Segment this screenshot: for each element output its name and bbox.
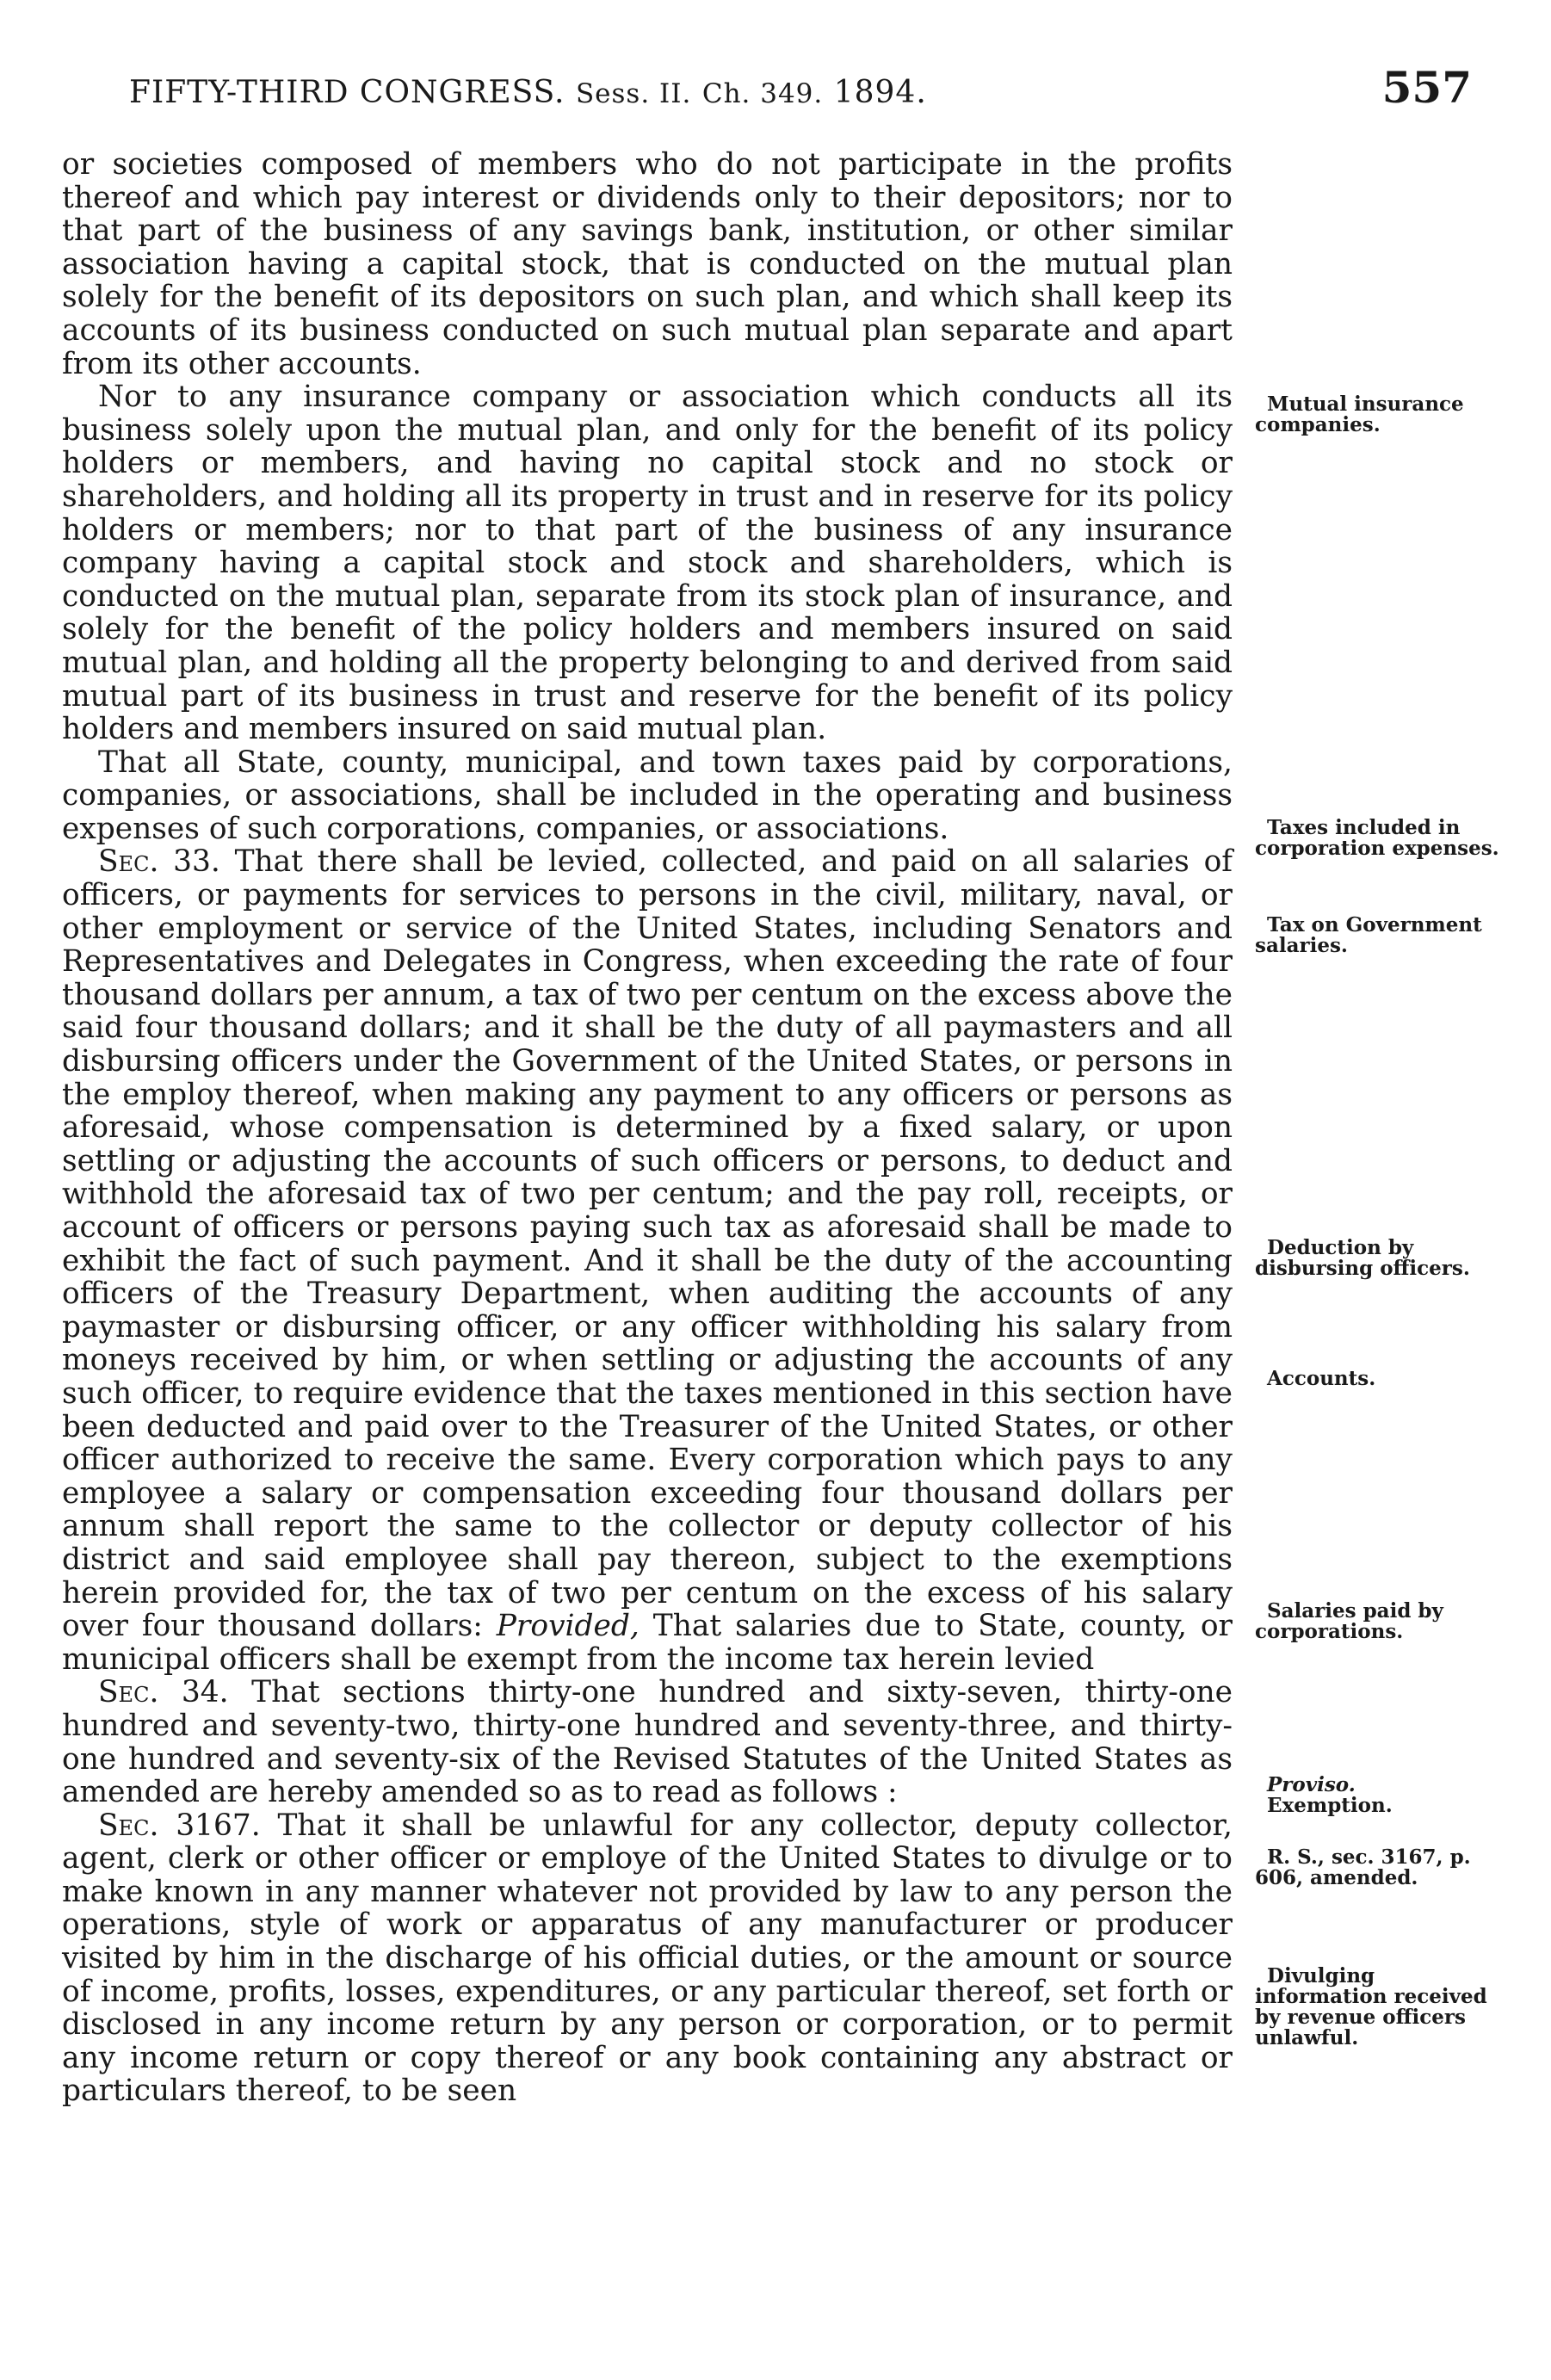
running-head <box>129 75 927 110</box>
page-number: 557 <box>1381 62 1472 113</box>
paragraph-savings-banks: or societies composed of members who do not participate in the profits thereof and which pay interest or dividends only to their depositors; nor to that part of the business of any savings bank, institution, or other similar association having a capital stock, that is conducted on the mutual plan solely for the benefit of its depositors on such plan, and which shall keep its accounts of its business conducted on such mutual plan separate and apart from its other accounts. <box>62 147 1233 381</box>
paragraph-section-3167 <box>62 1809 1233 2108</box>
paragraph-section-33 <box>62 845 1233 1676</box>
margin-note-rs-amended: R. S., sec. 3167, p. 606, amended. <box>1255 1845 1471 1889</box>
section-33-text: That there shall be levied, collected, and paid on all salaries of officers, or payments for services to persons in the civil, military, naval, or other employment or service of the United States, including Senators and Representatives and Delegates in Congress, when exceeding the rate of four thousand dollars per annum, a tax of two per centum on the excess above the said four thousand dollars; and it shall be the duty of all paymasters and all disbursing officers under the Government of the United States, or persons in the employ thereof, when making any payment to any officers or persons as aforesaid, whose compensation is determined by a fixed salary, or upon settling or adjusting the accounts of such officers or persons, to deduct and withhold the aforesaid tax of two per centum; and the pay roll, receipts, or account of officers or persons paying such tax as aforesaid shall be made to exhibit the fact of such payment. And it shall be the duty of the accounting officers of the Treasury Department, when auditing the accounts of any paymaster or disbursing officer, or any officer withholding his salary from moneys received by him, or when settling or adjusting the accounts of any such officer, to require evidence that the taxes mentioned in this section have been deducted and paid over to the Treasurer of the United States, or other officer authorized to receive the same. Every corporation which pays to any employee a salary or compensation exceeding four thousand dollars per annum shall report the same to the collector or deputy collector of his district and said employee shall pay thereon, subject to the exemptions herein provided for, the tax of two per centum on the excess of his salary over four thousand dollars: <box>62 844 1233 1644</box>
paragraph-section-34 <box>62 1676 1233 1808</box>
page-header <box>129 62 1472 121</box>
running-head-session: Sess. II. <box>575 78 692 109</box>
statute-body <box>62 148 1233 2108</box>
margin-note-divulging: Divulging information received by revenue officers unlawful. <box>1255 1964 1487 2049</box>
section-33-label: Sec. 33. <box>98 844 220 880</box>
exemption-label: Exemption. <box>1267 1794 1393 1817</box>
margin-note-accounts: Accounts. <box>1267 1367 1376 1390</box>
section-3167-label: Sec. 3167. <box>98 1808 261 1843</box>
section-34-label: Sec. 34. <box>98 1675 229 1710</box>
margin-note-taxes-included: Taxes included in corporation expenses. <box>1255 816 1499 860</box>
margin-note-salaries-corporations: Salaries paid by corporations. <box>1255 1599 1443 1643</box>
section-3167-text: That it shall be unlawful for any collector, deputy collector, agent, clerk or other officer or employe of the United States to divulge or to make known in any manner whatever not provided by law to any person the operations, style of work or apparatus of any manufacturer or producer visited by him in the discharge of his official duties, or the amount or source of income, profits, losses, expenditures, or any particular thereof, set forth or disclosed in any income return by any person or corporation, or to permit any income return or copy thereof or any book containing any abstract or particulars thereof, to be seen <box>62 1808 1233 2109</box>
proviso-word: Provided, <box>496 1609 640 1644</box>
margin-note-proviso <box>1255 1775 1505 1816</box>
proviso-label: Proviso. <box>1267 1773 1356 1796</box>
paragraph-state-taxes: That all State, county, municipal, and town taxes paid by corporations, companies, or associations, shall be included in the operating and business expenses of such corporations, companies, or associations. <box>62 745 1233 846</box>
section-33-proviso-text: That salaries due to State, county, or municipal officers shall be exempt from the income tax herein levied <box>62 1609 1233 1677</box>
margin-note-deduction: Deduction by disbursing officers. <box>1255 1236 1470 1280</box>
margin-note-mutual-insurance: Mutual insurance companies. <box>1255 393 1464 436</box>
running-head-year: 1894. <box>833 75 927 110</box>
running-head-chapter: Ch. 349. <box>701 78 824 109</box>
margin-note-tax-on-salaries: Tax on Government salaries. <box>1255 913 1482 957</box>
section-34-text: That sections thirty-one hundred and sixty-seven, thirty-one hundred and seventy-two, thirty-one hundred and seventy-three, and thirty-one hundred and seventy-six of the Revised Statutes of the United States as amended are hereby amended so as to read as follows : <box>62 1675 1233 1810</box>
running-head-congress: FIFTY-THIRD CONGRESS. <box>129 75 565 110</box>
paragraph-mutual-insurance: Nor to any insurance company or association which conducts all its business solely upon the mutual plan, and only for the benefit of its policy holders or members, and having no capital stock and no stock or shareholders, and holding all its property in trust and in reserve for its policy holders or members; nor to that part of the business of any insurance company having a capital stock and stock and shareholders, which is conducted on the mutual plan, separate from its stock plan of insurance, and solely for the benefit of the policy holders and members insured on said mutual plan, and holding all the property belonging to and derived from said mutual part of its business in trust and reserve for the benefit of its policy holders and members insured on said mutual plan. <box>62 380 1233 747</box>
